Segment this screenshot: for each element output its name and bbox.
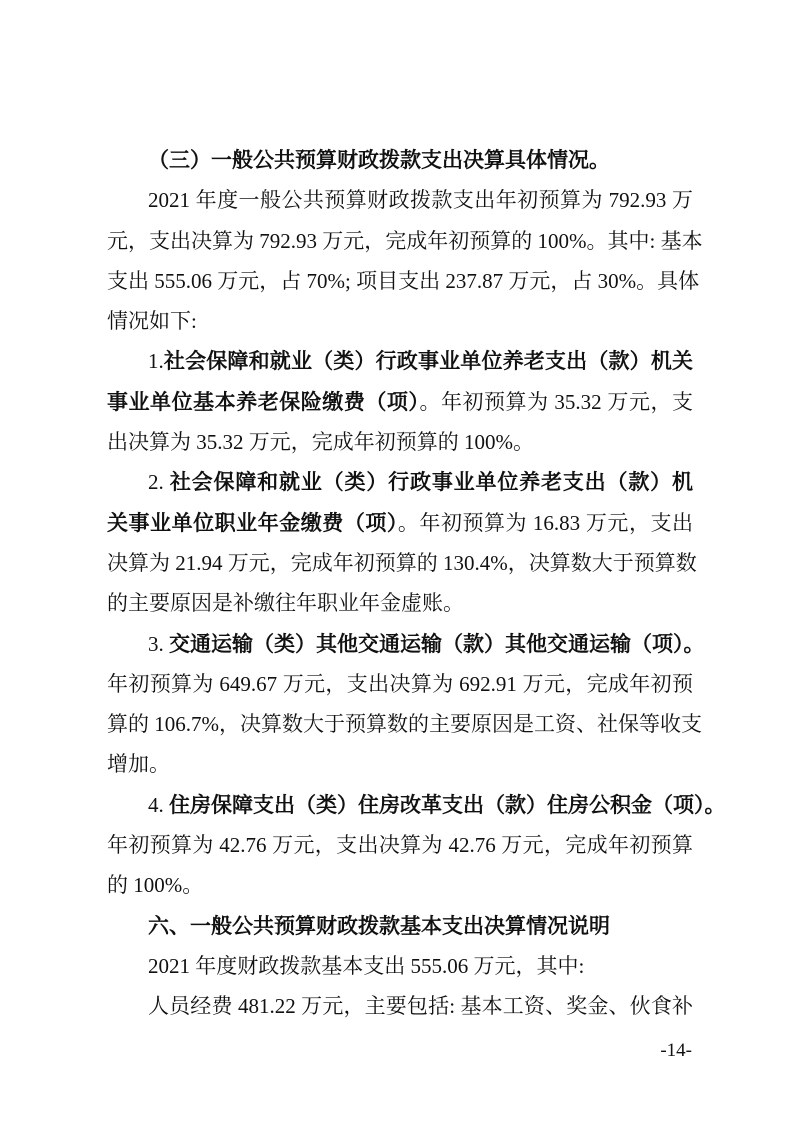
body-text: 的 100%。 <box>107 873 204 898</box>
body-text: 。年初预算为 35.32 万元，支 <box>419 389 694 414</box>
bold-text: 六、一般公共预算财政拨款基本支出决算情况说明 <box>148 913 610 938</box>
bold-text: 住房保障支出（类）住房改革支出（款）住房公积金（项）。 <box>169 792 726 817</box>
body-text: 2. <box>148 470 170 495</box>
text-line <box>107 785 726 825</box>
text-line <box>107 825 693 865</box>
bold-text: （三）一般公共预算财政拨款支出决算具体情况。 <box>148 148 610 172</box>
body-text: 决算为 21.94 万元，完成年初预算的 130.4%，决算数大于预算数 <box>107 550 697 575</box>
text-line <box>107 624 705 664</box>
body-text: 。年初预算为 16.83 万元，支出 <box>397 510 694 535</box>
text-line <box>107 382 693 422</box>
bold-text: 交通运输（类）其他交通运输（款）其他交通运输（项）。 <box>169 631 705 656</box>
body-text: 年初预算为 649.67 万元，支出决算为 692.91 万元，完成年初预 <box>107 671 693 696</box>
text-line <box>107 301 693 341</box>
text-line <box>107 543 697 583</box>
text-line <box>107 180 693 220</box>
text-line <box>107 341 693 381</box>
text-line <box>107 462 693 502</box>
text-line <box>107 140 693 180</box>
body-text: 出决算为 35.32 万元，完成年初预算的 100%。 <box>107 430 534 455</box>
body-text: 2021 年度一般公共预算财政拨款支出年初预算为 792.93 万 <box>148 188 693 213</box>
body-text: 1. <box>148 349 164 374</box>
body-text: 4. <box>148 792 169 817</box>
text-line <box>107 865 693 905</box>
bold-text: 关事业单位职业年金缴费（项） <box>107 510 398 535</box>
bold-text: 事业单位基本养老保险缴费（项） <box>107 389 420 414</box>
body-text: 年初预算为 42.76 万元，支出决算为 42.76 万元，完成年初预算 <box>107 833 693 858</box>
body-text: 的主要原因是补缴往年职业年金虚账。 <box>107 591 464 616</box>
text-line <box>107 221 703 261</box>
bold-text: 社会保障和就业（类）行政事业单位养老支出（款）机 <box>169 470 694 495</box>
body-text: 元，支出决算为 792.93 万元，完成年初预算的 100%。其中: 基本 <box>107 228 703 253</box>
body-text: 情况如下: <box>107 309 197 334</box>
body-text: 人员经费 481.22 万元，主要包括: 基本工资、奖金、伙食补 <box>148 994 693 1019</box>
text-line <box>107 261 700 301</box>
body-text: 增加。 <box>107 752 170 777</box>
page-number: -14- <box>660 1040 692 1061</box>
body-text: 3. <box>148 631 169 656</box>
text-line <box>107 422 693 462</box>
text-line <box>107 503 693 543</box>
document-body <box>107 140 726 1027</box>
text-line <box>107 744 693 784</box>
text-line <box>107 906 693 946</box>
text-line <box>107 583 693 623</box>
body-text: 2021 年度财政拨款基本支出 555.06 万元，其中: <box>148 953 585 978</box>
body-text: 支出 555.06 万元，占 70%; 项目支出 237.87 万元，占 30%。具体 <box>107 268 700 293</box>
text-line <box>107 946 693 986</box>
text-line <box>107 986 693 1026</box>
bold-text: 社会保障和就业（类）行政事业单位养老支出（款）机关 <box>163 349 693 374</box>
text-line <box>107 664 693 704</box>
body-text: 算的 106.7%，决算数大于预算数的主要原因是工资、社保等收支 <box>107 712 702 737</box>
text-line <box>107 704 702 744</box>
